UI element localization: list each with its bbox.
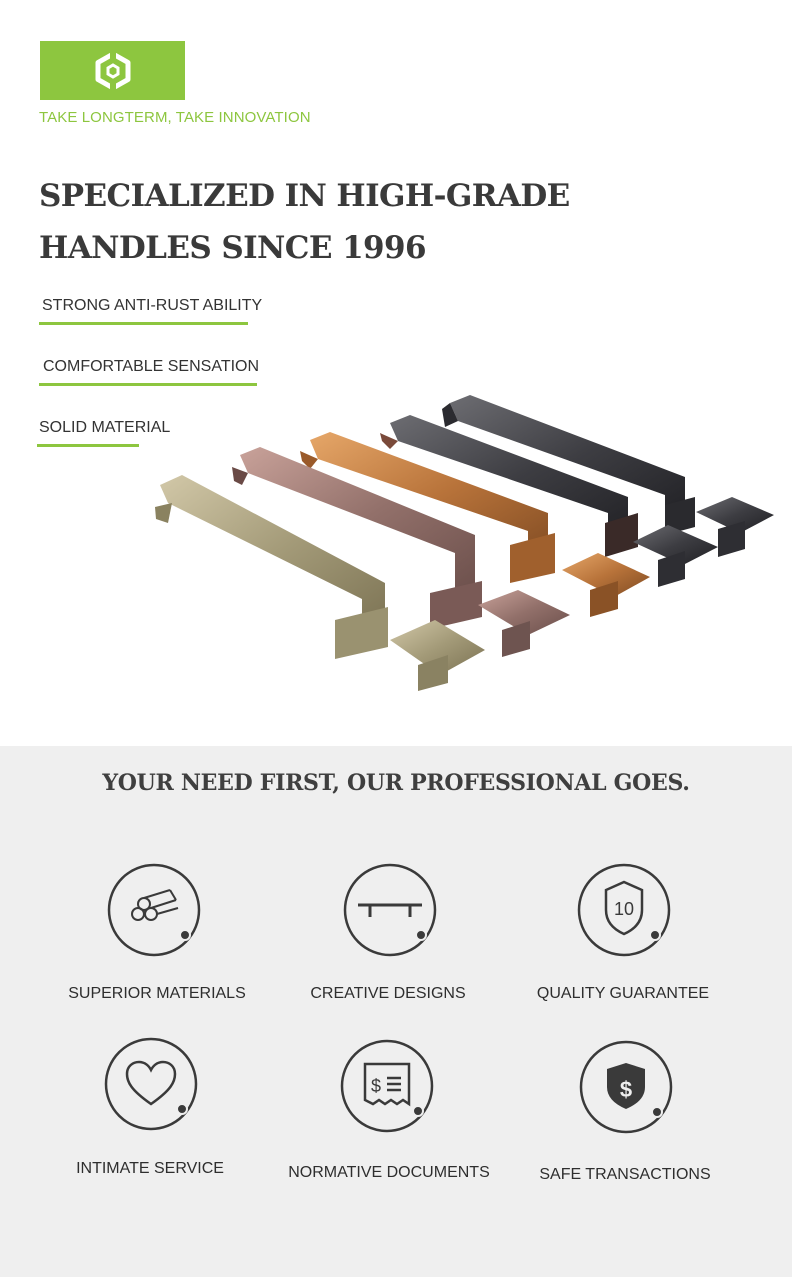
- label-safe-transactions: SAFE TRANSACTIONS: [539, 1166, 711, 1183]
- svg-text:$: $: [370, 1076, 382, 1096]
- feature-underline: [39, 322, 248, 325]
- label-normative-documents: NORMATIVE DOCUMENTS: [288, 1164, 490, 1181]
- headline-line-2: HANDLES SINCE 1996: [39, 230, 426, 266]
- materials-icon: [104, 860, 204, 960]
- brand-tagline: TAKE LONGTERM, TAKE INNOVATION: [39, 109, 311, 126]
- services-section: [0, 746, 792, 1277]
- headline-line-1: SPECIALIZED IN HIGH-GRADE: [39, 178, 570, 214]
- secure-dollar-icon: [576, 1037, 676, 1137]
- brand-logo[interactable]: [40, 41, 185, 100]
- logo-hexagon-icon: [93, 51, 133, 91]
- feature-underline: [37, 444, 139, 447]
- heart-icon: [101, 1034, 201, 1134]
- feature-comfortable: COMFORTABLE SENSATION: [43, 358, 260, 375]
- label-creative-designs: CREATIVE DESIGNS: [310, 985, 466, 1002]
- label-quality-guarantee: QUALITY GUARANTEE: [536, 985, 710, 1002]
- handle-icon: [340, 860, 440, 960]
- svg-text:10: 10: [613, 899, 635, 919]
- receipt-icon: [337, 1036, 437, 1136]
- section-slogan: YOUR NEED FIRST, OUR PROFESSIONAL GOES.: [102, 770, 690, 796]
- feature-anti-rust: STRONG ANTI-RUST ABILITY: [42, 297, 263, 314]
- label-superior-materials: SUPERIOR MATERIALS: [68, 985, 246, 1002]
- svg-text:$: $: [619, 1077, 633, 1102]
- knob-copper: [478, 590, 570, 657]
- knob-bronze: [390, 620, 485, 691]
- knob-orange: [562, 553, 650, 617]
- handles-product-image: [150, 385, 790, 705]
- label-intimate-service: INTIMATE SERVICE: [76, 1160, 224, 1177]
- shield-10-icon: [574, 860, 674, 960]
- feature-solid-material: SOLID MATERIAL: [39, 419, 171, 436]
